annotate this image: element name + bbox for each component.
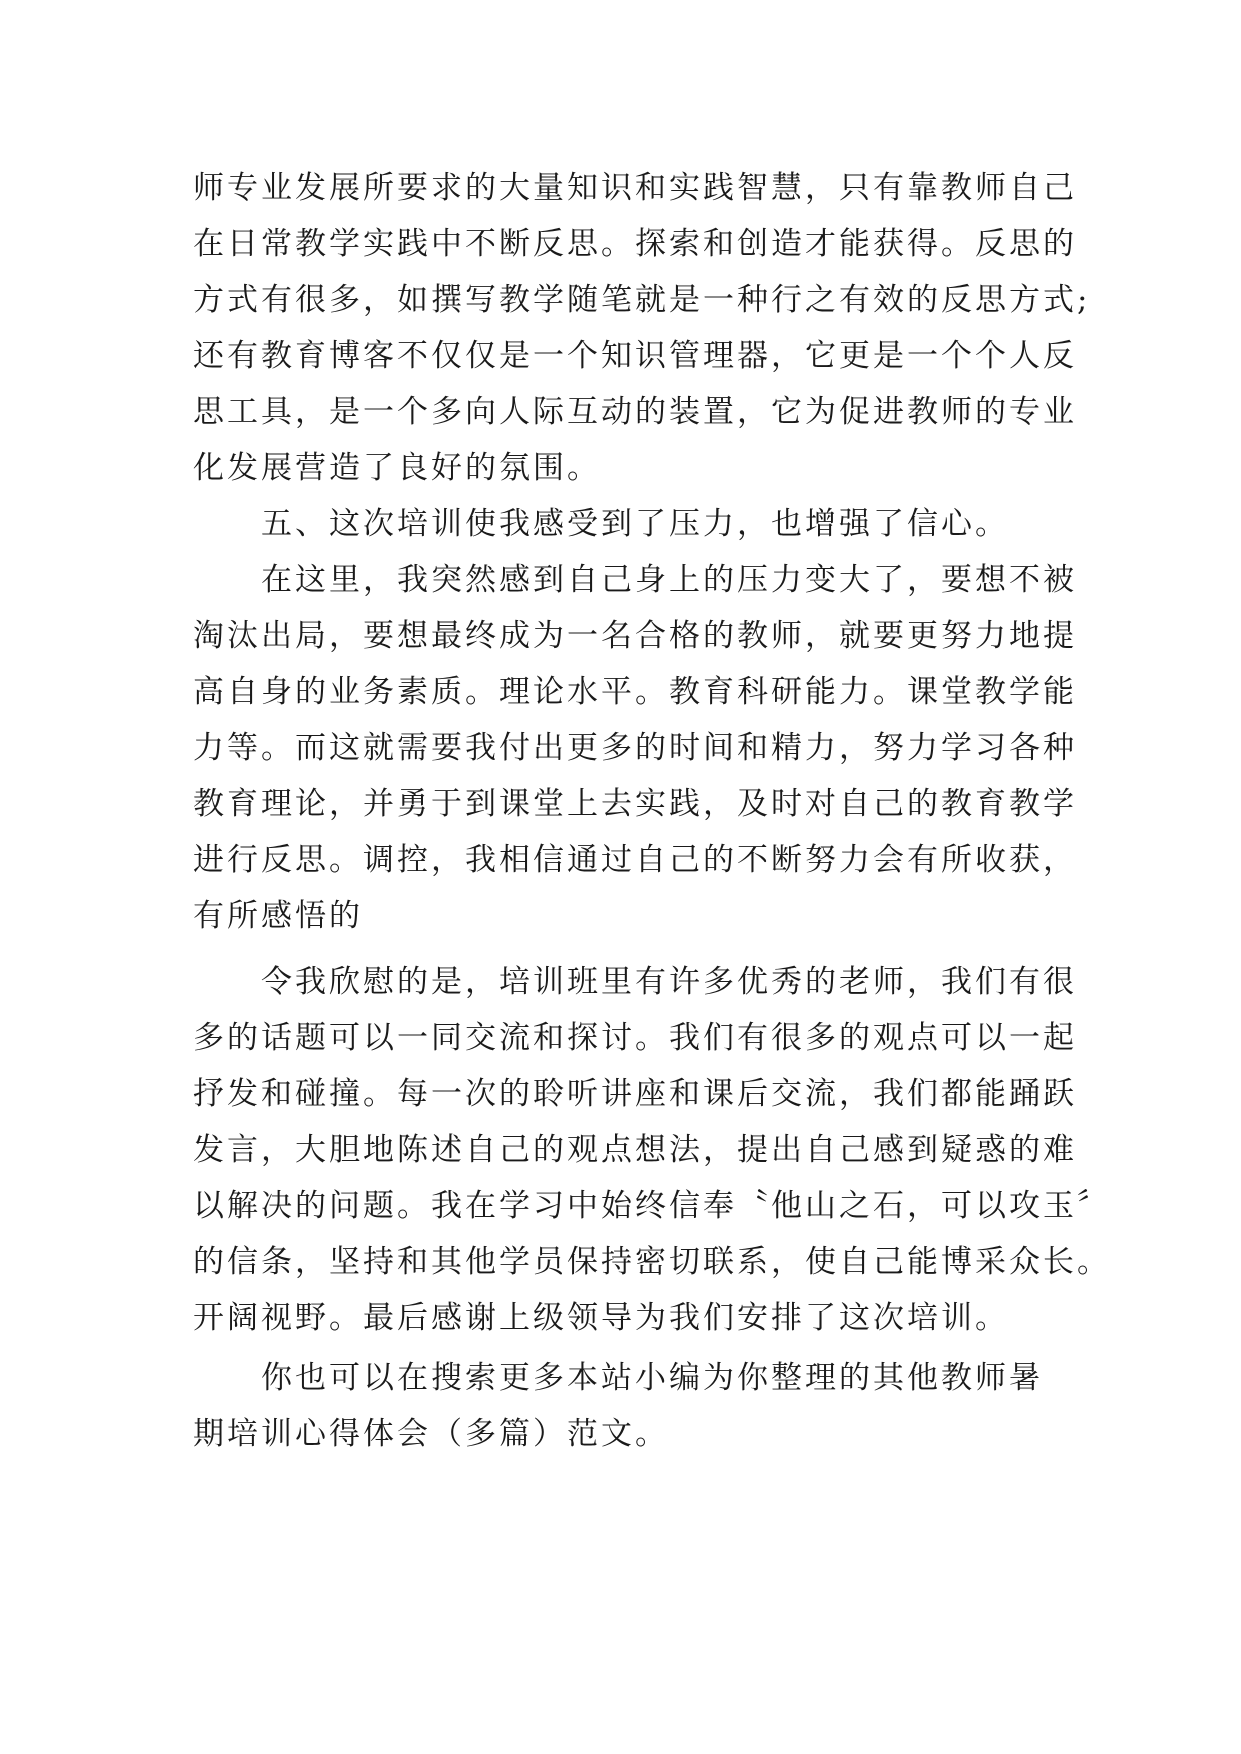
text-line: 你也可以在搜索更多本站小编为你整理的其他教师暑: [193, 1360, 1043, 1396]
text-line: 多的话题可以一同交流和探讨。我们有很多的观点可以一起: [193, 1020, 1077, 1056]
text-line: 淘汰出局，要想最终成为一名合格的教师，就要更努力地提: [193, 618, 1077, 654]
text-line: 教育理论，并勇于到课堂上去实践，及时对自己的教育教学: [193, 786, 1077, 822]
text-line: 抒发和碰撞。每一次的聆听讲座和课后交流，我们都能踊跃: [193, 1076, 1077, 1112]
text-line: 发言，大胆地陈述自己的观点想法，提出自己感到疑惑的难: [193, 1132, 1077, 1168]
text-line: 有所感悟的: [193, 898, 363, 934]
text-line: 方式有很多，如撰写教学随笔就是一种行之有效的反思方式;: [193, 282, 1091, 318]
text-line: 开阔视野。最后感谢上级领导为我们安排了这次培训。: [193, 1300, 1009, 1336]
text-line: 期培训心得体会（多篇）范文。: [193, 1416, 669, 1452]
section-heading: 五、这次培训使我感受到了压力，也增强了信心。: [193, 506, 1009, 542]
text-line: 进行反思。调控，我相信通过自己的不断努力会有所收获，: [193, 842, 1077, 878]
text-line: 思工具，是一个多向人际互动的装置，它为促进教师的专业: [193, 394, 1077, 430]
text-line: 在日常教学实践中不断反思。探索和创造才能获得。反思的: [193, 226, 1077, 262]
text-line: 师专业发展所要求的大量知识和实践智慧，只有靠教师自己: [193, 170, 1077, 206]
text-line: 力等。而这就需要我付出更多的时间和精力，努力学习各种: [193, 730, 1077, 766]
text-line: 化发展营造了良好的氛围。: [193, 450, 601, 486]
text-line: 还有教育博客不仅仅是一个知识管理器，它更是一个个人反: [193, 338, 1077, 374]
text-line: 高自身的业务素质。理论水平。教育科研能力。课堂教学能: [193, 674, 1077, 710]
text-line: 的信条，坚持和其他学员保持密切联系，使自己能博采众长。: [193, 1244, 1111, 1280]
text-line: 在这里，我突然感到自己身上的压力变大了，要想不被: [193, 562, 1077, 598]
text-line: 以解决的问题。我在学习中始终信奉〝他山之石，可以攻玉〞: [193, 1188, 1111, 1224]
document-body: [193, 160, 1111, 1462]
text-line: 令我欣慰的是，培训班里有许多优秀的老师，我们有很: [193, 964, 1077, 1000]
